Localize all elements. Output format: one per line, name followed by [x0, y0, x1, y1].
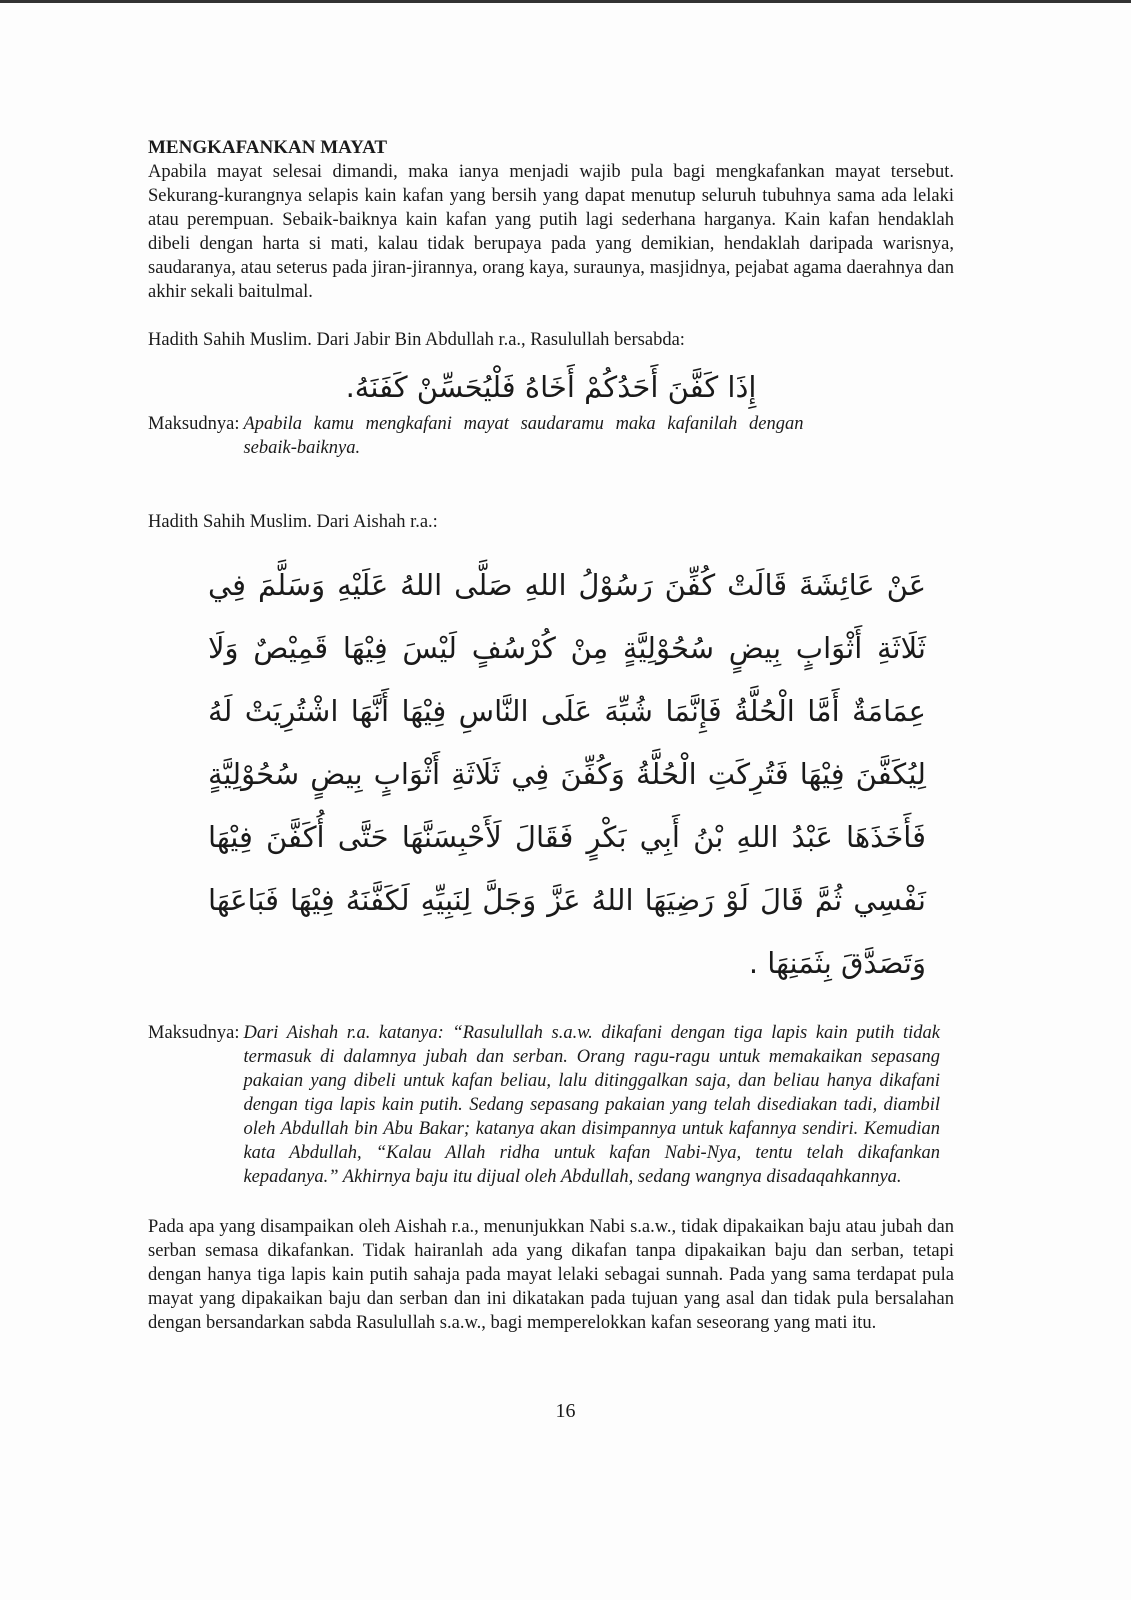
intro-paragraph: Apabila mayat selesai dimandi, maka ianya menjadi wajib pula bagi mengkafankan mayat tersebut. Sekurang-kurangnya selapis kain kafan yang bersih yang dapat menutup seluruh tubuhnya sama ada lelaki atau perempuan. Sebaik-baiknya kain kafan yang putih lagi sederhana harganya. Kain kafan hendaklah dibeli dengan harta si mati, kalau tidak berupaya pada yang demikian, hendaklah daripada warisnya, saudaranya, atau seterus pada jiran-jirannya, orang kaya, suraunya, masjidnya, pejabat agama daerahnya dan akhir sekali baitulmal. [148, 162, 954, 302]
meaning-text: Apabila kamu mengkafani mayat saudaramu maka kafanilah dengan sebaik-baiknya. [243, 414, 804, 458]
scan-edge [0, 0, 1131, 3]
meaning-text: Dari Aishah r.a. katanya: “Rasulullah s.a.w. dikafani dengan tiga lapis kain putih tidak termasuk di dalamnya jubah dan serban. Orang ragu-ragu untuk memakaikan sepasang pakaian yang dibeli untuk kafan beliau, lalu ditinggalkan saja, dan beliau hanya dikafani dengan tiga lapis kain putih. Sedang sepasang pakaian yang telah disediakan tadi, diambil oleh Abdullah bin Abu Bakar; katanya akan disimpannya untuk kafannya sendiri. Kemudian kata Abdullah, “Kalau Allah ridha untuk kafan Nabi-Nya, tentu telah dikafankan kepadanya.” Akhirnya baju itu dijual oleh Abdullah, sedang wangnya disadaqahkannya. [243, 1023, 940, 1187]
hadith1-source: Hadith Sahih Muslim. Dari Jabir Bin Abdullah r.a., Rasulullah bersabda: [148, 330, 685, 350]
closing-paragraph: Pada apa yang disampaikan oleh Aishah r.a., menunjukkan Nabi s.a.w., tidak dipakaikan baju atau jubah dan serban semasa dikafankan. Tidak hairanlah ada yang dikafan tanpa dipakaikan baju dan serban, tetapi dengan hanya tiga lapis kain putih sahaja pada mayat lelaki sebagai sunnah. Pada yang sama terdapat pula mayat yang dipakaikan baju dan serban dan ini dikatakan pada tujuan yang asal dan tidak pula bersalahan dengan bersandarkan sabda Rasulullah s.a.w., bagi memperelokkan kafan seseorang yang mati itu. [148, 1217, 954, 1333]
page-content [148, 136, 954, 1335]
meaning-label: Maksudnya: [148, 1023, 240, 1043]
hadith1-arabic: إِذَا كَفَّنَ أَحَدُكُمْ أَخَاهُ فَلْيُحَسِّنْ كَفَنَهُ. [345, 370, 757, 404]
hadith2-source: Hadith Sahih Muslim. Dari Aishah r.a.: [148, 512, 438, 532]
meaning-label: Maksudnya: [148, 414, 240, 434]
page-number: 16 [555, 1400, 576, 1422]
hadith2-arabic: عَنْ عَائِشَةَ قَالَتْ كُفِّنَ رَسُوْلُ اللهِ صَلَّى اللهُ عَلَيْهِ وَسَلَّمَ فِي ثَلَاثَةِ أَثْوَابٍ بِيضٍ سُحُوْلِيَّةٍ مِنْ كُرْسُفٍ لَيْسَ فِيْهَا قَمِيْصٌ وَلَا عِمَامَةٌ أَمَّا الْحُلَّةُ فَإِنَّمَا شُبِّهَ عَلَى النَّاسِ فِيْهَا أَنَّهَا اشْتُرِيَتْ لَهُ لِيُكَفَّنَ فِيْهَا فَتُرِكَتِ الْحُلَّةُ وَكُفِّنَ فِي ثَلَاثَةِ أَثْوَابٍ بِيضٍ سُحُوْلِيَّةٍ فَأَخَذَهَا عَبْدُ اللهِ بْنُ أَبِي بَكْرٍ فَقَالَ لَأَحْبِسَنَّهَا حَتَّى أُكَفَّنَ فِيْهَا نَفْسِي ثُمَّ قَالَ لَوْ رَضِيَهَا اللهُ عَزَّ وَجَلَّ لِنَبِيِّهِ لَكَفَّنَهُ فِيْهَا فَبَاعَهَا وَتَصَدَّقَ بِثَمَنِهَا . [208, 568, 926, 980]
hadith2-meaning [148, 1021, 954, 1189]
hadith1-meaning [148, 412, 954, 460]
section-heading: MENGKAFANKAN MAYAT [148, 137, 388, 158]
